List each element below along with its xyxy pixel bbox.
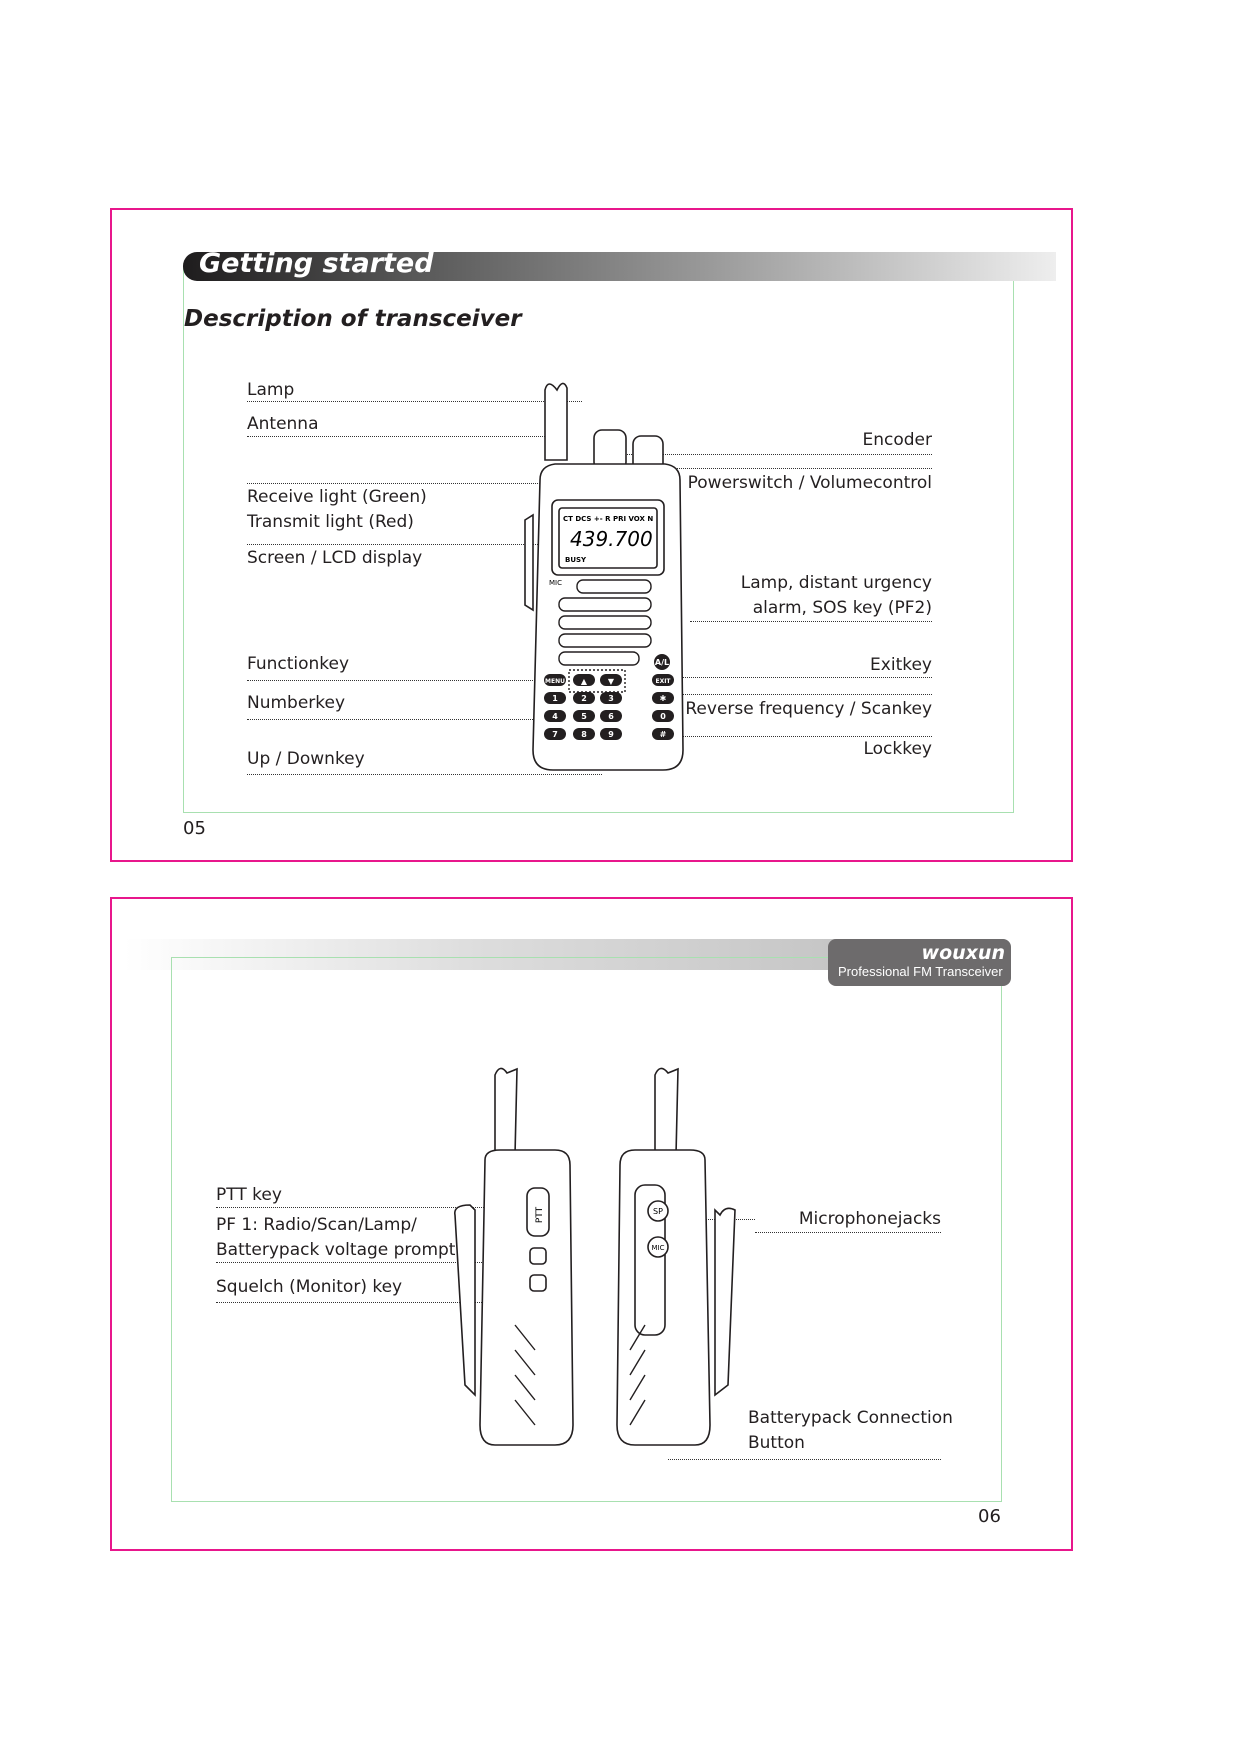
label-lamp: Lamp <box>247 380 295 400</box>
label-screen: Screen / LCD display <box>247 548 423 568</box>
mic-jack-label: MIC <box>651 1244 665 1252</box>
section-title: Getting started <box>199 248 434 279</box>
label-numberkey: Numberkey <box>247 693 346 713</box>
key-menu[interactable] <box>544 674 566 686</box>
label-batterypack-connection: Batterypack Connection <box>748 1408 953 1428</box>
key-0[interactable] <box>652 710 674 722</box>
svg-text:MENU: MENU <box>545 678 565 685</box>
key-2[interactable] <box>573 692 595 704</box>
key-up[interactable] <box>573 674 595 686</box>
label-exitkey: Exitkey <box>870 655 932 675</box>
svg-text:✱: ✱ <box>659 694 667 703</box>
mic-label: MIC <box>549 579 562 587</box>
label-ptt-key: PTT key <box>216 1185 282 1205</box>
label-sos-key: alarm, SOS key (PF2) <box>752 598 932 618</box>
transceiver-side-right-illustration <box>610 1065 745 1450</box>
transceiver-front-illustration <box>515 380 695 780</box>
key-3[interactable] <box>600 692 622 704</box>
key-1[interactable] <box>544 692 566 704</box>
svg-text:1: 1 <box>552 694 558 703</box>
key-exit[interactable] <box>652 674 674 686</box>
leader-line <box>755 1232 941 1233</box>
leader-line <box>247 680 547 681</box>
lcd-indicators: CT DCS +- R PRI VOX N <box>563 515 654 523</box>
leader-line <box>247 544 552 545</box>
svg-text:EXIT: EXIT <box>655 678 671 685</box>
label-encoder: Encoder <box>862 430 932 450</box>
svg-text:5: 5 <box>581 712 587 721</box>
page-number: 05 <box>183 818 206 839</box>
svg-text:3: 3 <box>608 694 614 703</box>
label-reverse-scankey: Reverse frequency / Scankey <box>685 699 932 719</box>
svg-text:2: 2 <box>581 694 587 703</box>
ptt-key-label: PTT <box>535 1206 545 1224</box>
svg-text:▲: ▲ <box>580 677 588 686</box>
brand-logo <box>828 939 1011 986</box>
label-receive-light: Receive light (Green) <box>247 487 427 507</box>
svg-text:0: 0 <box>660 712 666 721</box>
leader-line <box>665 736 932 737</box>
leader-line <box>247 719 547 720</box>
label-powerswitch: Powerswitch / Volumecontrol <box>687 473 932 493</box>
brand-tagline: Professional FM Transceiver <box>838 964 1003 979</box>
leader-line <box>247 436 547 437</box>
leader-line <box>665 677 932 678</box>
brand-name: wouxun <box>921 942 1005 964</box>
label-pf1: PF 1: Radio/Scan/Lamp/ <box>216 1215 417 1235</box>
key-5[interactable] <box>573 710 595 722</box>
key-9[interactable] <box>600 728 622 740</box>
leader-line <box>668 1459 941 1460</box>
key-8[interactable] <box>573 728 595 740</box>
svg-text:6: 6 <box>608 712 614 721</box>
label-squelch-key: Squelch (Monitor) key <box>216 1277 403 1297</box>
svg-text:A/L: A/L <box>654 658 670 667</box>
lcd-busy: BUSY <box>565 556 587 564</box>
leader-line <box>665 694 932 695</box>
lcd-frequency: 439.700 <box>570 527 653 551</box>
page-number: 06 <box>978 1506 1001 1527</box>
label-batterypack-button: Button <box>748 1433 805 1453</box>
key-6[interactable] <box>600 710 622 722</box>
subtitle: Description of transceiver <box>184 306 522 332</box>
label-lamp-alarm: Lamp, distant urgency <box>740 573 932 593</box>
key-7[interactable] <box>544 728 566 740</box>
key-4[interactable] <box>544 710 566 722</box>
key-al[interactable] <box>654 654 670 670</box>
key-hash[interactable] <box>652 728 674 740</box>
key-down[interactable] <box>600 674 622 686</box>
label-microphonejacks: Microphonejacks <box>798 1209 941 1229</box>
svg-text:7: 7 <box>552 730 558 739</box>
svg-text:#: # <box>659 730 667 739</box>
section-header-bar <box>183 248 1056 281</box>
transceiver-side-left-illustration <box>445 1065 580 1450</box>
svg-text:4: 4 <box>552 712 558 721</box>
sp-jack-label: SP <box>653 1207 663 1216</box>
label-antenna: Antenna <box>247 414 319 434</box>
label-transmit-light: Transmit light (Red) <box>247 512 414 532</box>
svg-text:8: 8 <box>581 730 587 739</box>
label-pf1-cont: Batterypack voltage prompt <box>216 1240 456 1260</box>
svg-text:9: 9 <box>608 730 614 739</box>
label-functionkey: Functionkey <box>247 654 350 674</box>
key-star[interactable] <box>652 692 674 704</box>
label-lockkey: Lockkey <box>863 739 932 759</box>
leader-line <box>690 621 932 622</box>
label-up-downkey: Up / Downkey <box>247 749 365 769</box>
svg-text:▼: ▼ <box>607 677 615 686</box>
